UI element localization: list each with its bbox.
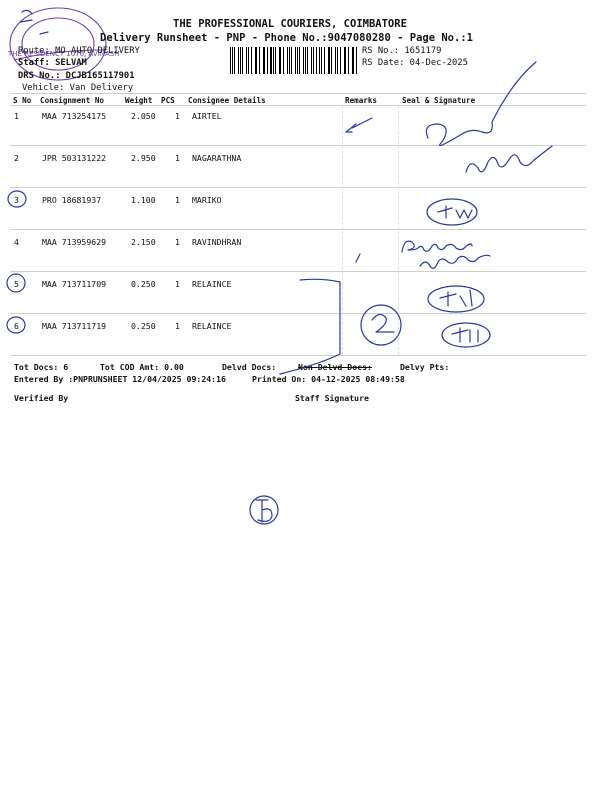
col-consignee: Consignee Details	[188, 96, 266, 105]
col-seal-signature: Seal & Signature	[402, 96, 476, 105]
row-3-weight: 1.100	[131, 195, 156, 205]
row-2-sno: 2	[14, 153, 19, 163]
row-5-sno: 5	[14, 279, 19, 289]
runsheet-subtitle: Delivery Runsheet - PNP - Phone No.:9047080280 - Page No.:1	[100, 32, 473, 44]
handwriting-row-4	[402, 241, 472, 252]
row-5-pcs: 1	[175, 279, 180, 289]
row-2-weight: 2.950	[131, 153, 156, 163]
rs-number: RS No.: 1651179	[362, 46, 442, 56]
row-4-sno: 4	[14, 237, 19, 247]
row-4-weight: 2.150	[131, 237, 156, 247]
circle-mark-row-6	[7, 317, 25, 333]
staff-label: Staff: SELVAM	[18, 58, 87, 68]
row-5-consignment: MAA 713711709	[42, 279, 107, 289]
row-5-consignee: RELAINCE	[192, 279, 232, 289]
total-docs: Tot Docs: 6	[14, 362, 69, 372]
circled-number-mark	[361, 305, 401, 345]
delivered-docs: Delvd Docs:	[222, 362, 277, 372]
vehicle-label: Vehicle: Van Delivery	[22, 83, 134, 93]
col-remarks: Remarks	[345, 96, 378, 105]
row-1-consignee: AIRTEL	[192, 111, 222, 121]
row-1-sno: 1	[14, 111, 19, 121]
row-2-pcs: 1	[175, 153, 180, 163]
row-3-pcs: 1	[175, 195, 180, 205]
row-3-consignee: MARIKO	[192, 195, 222, 205]
signature-row-5	[428, 286, 484, 312]
col-sno: S No	[13, 96, 32, 105]
tick-mark-row-1	[346, 118, 372, 132]
corner-scribble	[20, 10, 48, 34]
col-weight: Weight	[125, 96, 153, 105]
col-pcs: PCS	[161, 96, 175, 105]
delivery-points: Delvy Pts:	[400, 362, 450, 372]
row-1-weight: 2.050	[131, 111, 156, 121]
row-2-consignee: NAGARATHNA	[192, 153, 242, 163]
connector-line	[280, 279, 340, 374]
signature-row-3	[427, 199, 477, 225]
stamp-text: THE RESIDENCY 1076, AVINASHI	[8, 50, 120, 58]
col-consignment: Consignment No	[40, 96, 105, 105]
entered-by: Entered By :PNPRUNSHEET 12/04/2025 09:24:16	[14, 374, 226, 384]
row-1-pcs: 1	[175, 111, 180, 121]
signature-row-2	[466, 146, 552, 172]
row-6-pcs: 1	[175, 321, 180, 331]
drs-number: DRS No.: DCJB165117901	[18, 71, 135, 81]
company-name: THE PROFESSIONAL COURIERS, COIMBATORE	[173, 18, 407, 30]
row-1-consignment: MAA 713254175	[42, 111, 107, 121]
circle-mark-row-5	[7, 274, 25, 292]
route-label: Route: MO AUTO DELIVERY	[18, 46, 140, 56]
circle-mark-row-3	[8, 191, 26, 207]
row-3-consignment: PRO 18681937	[42, 195, 102, 205]
row-4-pcs: 1	[175, 237, 180, 247]
row-6-weight: 0.250	[131, 321, 156, 331]
signature-row-1	[426, 62, 536, 146]
tick-mark-row-4	[356, 254, 360, 262]
staff-signature-label: Staff Signature	[295, 393, 369, 403]
total-cod-amount: Tot COD Amt: 0.00	[100, 362, 184, 372]
row-3-sno: 3	[14, 195, 19, 205]
row-6-consignee: RELAINCE	[192, 321, 232, 331]
row-6-consignment: MAA 713711719	[42, 321, 107, 331]
printed-on: Printed On: 04-12-2025 08:49:58	[252, 374, 405, 384]
row-5-weight: 0.250	[131, 279, 156, 289]
row-4-consignment: MAA 713959629	[42, 237, 107, 247]
non-delivered-docs: Non Delvd Docs:	[298, 362, 372, 372]
row-6-sno: 6	[14, 321, 19, 331]
rs-date: RS Date: 04-Dec-2025	[362, 58, 468, 68]
row-2-consignment: JPR 503131222	[42, 153, 107, 163]
signature-row-6	[442, 323, 490, 347]
verified-by: Verified By	[14, 393, 69, 403]
row-4-consignee: RAVINDHRAN	[192, 237, 242, 247]
